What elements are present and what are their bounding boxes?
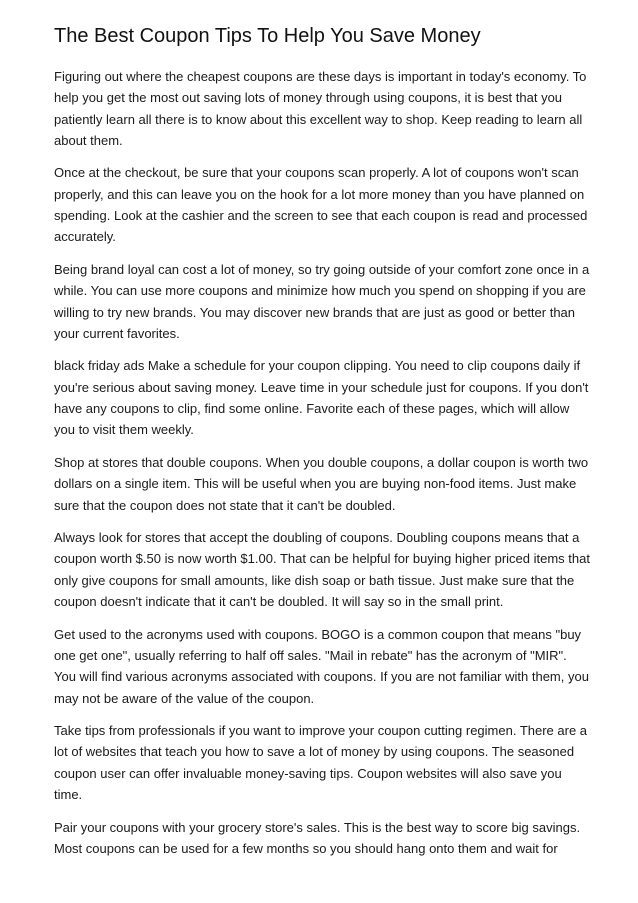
paragraph-acronyms: Get used to the acronyms used with coupons. BOGO is a common coupon that means "buy one get one", usually referring to half off sales. "Mail in rebate" has the acronym of "MIR". You will find various acronyms associated with coupons. If you are not familiar with them, you may not be aware of the value of the coupon. xyxy=(54,626,589,706)
paragraph-schedule: black friday ads Make a schedule for your coupon clipping. You need to clip coupons daily if you're serious about saving money. Leave time in your schedule just for coupons. If you don't have any coupons to clip, find some online. Favorite each of these pages, which will allow you to visit them weekly. xyxy=(54,358,589,438)
document-page xyxy=(54,22,590,870)
paragraph-double-coupons: Shop at stores that double coupons. When you double coupons, a dollar coupon is worth two dollars on a single item. This will be useful when you are buying non-food items. Just make sure that the coupon does not state that it can't be doubled. xyxy=(54,454,589,513)
paragraph-checkout: Once at the checkout, be sure that your coupons scan properly. A lot of coupons won't scan properly, and this can leave you on the hook for a lot more money than you have planned on spending. Look at the cashier and the screen to see that each coupon is read and processed accurately. xyxy=(54,165,588,245)
document-title: The Best Coupon Tips To Help You Save Money xyxy=(54,25,481,47)
paragraph-doubling-stores: Always look for stores that accept the doubling of coupons. Doubling coupons means that a coupon worth $.50 is now worth $1.00. That can be helpful for buying higher priced items that only give coupons for small amounts, like dish soap or bath tissue. Just make sure that the coupon doesn't indicate that it can't be doubled. It will say so in the small print. xyxy=(54,530,590,610)
paragraph-intro: Figuring out where the cheapest coupons are these days is important in today's economy. To help you get the most out saving lots of money through using coupons, it is best that you patiently learn all there is to know about this excellent way to shop. Keep reading to learn all about them. xyxy=(54,69,587,148)
paragraph-professional-tips: Take tips from professionals if you want to improve your coupon cutting regimen. There are a lot of websites that teach you how to save a lot of money by using coupons. The seasoned coupon user can offer invaluable money-saving tips. Coupon websites will also save you time. xyxy=(54,723,588,802)
paragraph-pair-sales: Pair your coupons with your grocery store's sales. This is the best way to score big savings. Most coupons can be used for a few months so you should hang onto them and wait for xyxy=(54,819,581,856)
paragraph-brand-loyalty: Being brand loyal can cost a lot of money, so try going outside of your comfort zone once in a while. You can use more coupons and minimize how much you spend on shopping if you are willing to try new brands. You may discover new brands that are just as good or better than your current favorites. xyxy=(54,261,590,341)
